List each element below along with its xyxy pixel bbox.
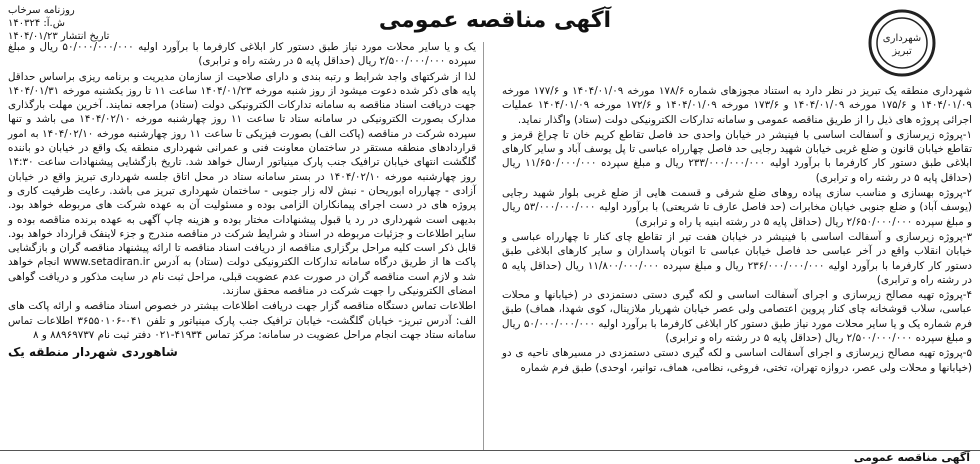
signature: شاهوردی شهردار منطقه یک: [8, 345, 178, 360]
project-3: ۳-پروژه زیرسازی و آسفالت اساسی با فینیشر در خیابان هفت تیر از تقاطع چای کنار تا چهارراه عباسی و خیابان انقلاب واقع در آخر عباسی حد فاصل خیابان عباسی تا اتوبان پاسداران و سایر کارهای ابلاغی طبق دستور کار کارفرما با برآورد اولیه ۲۳۶/۰۰۰/۰۰۰/۰۰۰ ریال و مبلغ سپرده ۱۱/۸۰۰/۰۰۰/۰۰۰ ریال (حداقل پایه ۵ در رشته راه و ترابری): [502, 230, 972, 286]
next-notice-strip: آگهی مناقصه عمومی: [0, 450, 980, 464]
notice-title: آگهی مناقصه عمومی: [378, 8, 612, 33]
project-5-continued: یک و یا سایر محلات مورد نیاز طبق دستور کار ابلاغی کارفرما با برآورد اولیه ۵۰/۰۰۰/۰۰۰/۰۰۰ ریال و مبلغ سپرده ۲/۵۰۰/۰۰۰/۰۰۰ ریال (حداقل پایه ۵ در رشته راه و ترابری): [8, 41, 477, 68]
project-1: ۱-پروژه زیرسازی و آسفالت اساسی با فینیشر در خیابان واحدی حد فاصل تقاطع کریم خان تا چراغ قرمز و تقاطع خیابان قانون و ضلع غربی خیابان شهید رجایی حد فاصل چهارراه عباسی تا پل یوسف آباد و سایر کارهای ابلاغی طبق دستور کار کارفرما با برآورد اولیه ۲۳۳/۰۰۰/۰۰۰/۰۰۰ ریال و مبلغ سپرده ۱۱/۶۵۰/۰۰۰/۰۰۰ ریال (حداقل پایه ۵ در رشته راه و ترابری): [502, 128, 972, 184]
column-divider: [483, 42, 484, 452]
project-2: ۲-پروژه بهسازی و مناسب سازی پیاده روهای ضلع شرقی و قسمت هایی از ضلع غربی بلوار شهید رجایی (یوسف آباد) و ضلع جنوبی خیابان مخابرات (حد فاصل عارف تا شریعتی) با برآورد اولیه ۵۳/۰۰۰/۰۰۰/۰۰۰ ریال و مبلغ سپرده ۲/۶۵۰/۰۰۰/۰۰۰ ریال (حداقل پایه ۵ در رشته ابنیه یا راه و ترابری): [502, 187, 973, 228]
svg-text:تبریز: تبریز: [892, 46, 912, 57]
tabriz-municipality-logo: [867, 8, 937, 78]
masthead: [832, 4, 972, 84]
left-column: [8, 40, 476, 360]
tender-conditions: لذا از شرکتهای واجد شرایط و رتبه بندی و دارای صلاحیت از سازمان مدیریت و برنامه ریزی براساس حداقل پایه های ذکر شده دعوت میشود از روز شنبه مورخه ۱۴۰۴/۰۱/۲۳ ساعت ۱۱ تا روز یکشنبه مورخه ۱۴۰۴/۰۱/۳۱ جهت دریافت اسناد مناقصه به سامانه تدارکات الکترونیکی دولت (ستاد) مراجعه نمایند. آخرین مهلت بارگذاری مدارک بصورت الکترونیکی در سامانه ستاد تا ساعت ۱۱ روز چهارشنبه مورخه ۱۴۰۴/۰۲/۱۰ می باشد و تنها سپرده شرکت در مناقصه (پاکت الف) بصورت فیزیکی تا ساعت ۱۱ روز چهارشنبه مورخه ۱۴۰۴/۰۲/۱۰ به امور قراردادهای منطقه مستقر در ساختمان معاونت فنی و عمرانی شهرداری منطقه یک واقع در خیابان دو باننده گلگشت انتهای خیابان ترافیک جنب پارک مینیاتور ارسال خواهد شد. تاریخ بازگشایی پیشنهادات ساعت ۱۴:۳۰ روز چهارشنبه مورخه ۱۴۰۴/۰۲/۱۰ در بستر سامانه ستاد در محل اتاق جلسه شهرداری تبریز واقع در خیابان آزادی - چهارراه ابوریحان - نبش لاله زار جنوبی - ساختمان شهرداری تبریز می باشد. رعایت ظرفیت کاری و پروژه های در دست اجرای پیمانکاران الزامی بوده و مسئولیت آن به عهده شرکت های مربوطه خواهد بود. بدیهی است شهرداری در رد یا قبول پیشنهادات مختار بوده و هزینه چاپ آگهی به عهده برنده مناقصه بوده و سایر اطلاعات و جزئیات مربوطه در اسناد و شرایط شرکت در مناقصه مندرج و جزء لاینفک قرارداد خواهد بود. قابل ذکر است کلیه مراحل برگزاری مناقصه از دریافت اسناد مناقصه تا ارائه پیشنهاد مناقصه گران و بازگشایی پاکت ها از طریق درگاه سامانه تدارکات الکترونیکی دولت (ستاد) به آدرس www.setadiran.ir انجام خواهد شد و لازم است مناقصه گران در صورت عدم عضویت قبلی، مراحل ثبت نام در سایت مذکور و دریافت گواهی امضای الکترونیکی را جهت شرکت در مناقصه محقق سازند.: [8, 70, 477, 298]
newspaper-info: [8, 4, 138, 43]
newspaper-date: تاریخ انتشار ۱۴۰۴/۰۱/۲۳: [8, 31, 110, 42]
project-5: ۵-پروژه تهیه مصالح زیرسازی و اجرای آسفالت اساسی و لکه گیری دستی دستمزدی در مسیرهای ناحیه ی دو (خیابانها و محلات ولی عصر، دروازه تهران، تختی، فروغی، نظامی، هماف، توانیر، اوحدی) طبق فرم شماره: [502, 347, 972, 374]
svg-text:شهرداری: شهرداری: [882, 33, 922, 44]
newspaper-name: روزنامه سرخاب: [8, 5, 75, 16]
project-4: ۴-پروژه تهیه مصالح زیرسازی و اجرای آسفالت اساسی و لکه گیری دستی دستمزدی در (خیابانها و محلات عباسی، سلاب قوشخانه چای کنار پروین اعتصامی ولی عصر خیابان شهریار ملازینال، کوی شهدا، هماف) طبق فرم شماره یک و یا سایر محلات مورد نیاز طبق دستور کار ابلاغی کارفرما با برآورد اولیه ۵۰/۰۰۰/۰۰۰/۰۰۰ ریال و مبلغ سپرده ۲/۵۰۰/۰۰۰/۰۰۰ ریال (حداقل پایه ۵ در رشته راه و ترابری): [502, 289, 972, 345]
newspaper-issue: ش.آ: ۱۴۰۳۲۴: [8, 18, 65, 29]
right-column: [502, 84, 972, 376]
contact-info: اطلاعات تماس دستگاه مناقصه گزار جهت دریافت اطلاعات بیشتر در خصوص اسناد مناقصه و ارائه پاکت های الف: آدرس تبریز- خیابان گلگشت- خیابان ترافیک جنب پارک مینیاتور و تلفن ۰۴۱-۳۶۵۵۰۱۰۶ اطلاعات تماس سامانه ستاد جهت انجام مراحل عضویت در سامانه: مرکز تماس ۴۱۹۳۴-۰۲۱ دفتر ثبت نام ۸۸۹۶۹۷۳۷ و ۸: [8, 300, 476, 341]
intro-paragraph: شهرداری منطقه یک تبریز در نظر دارد به استناد مجوزهای شماره ۱۷۸/۶ مورخه ۱۴۰۴/۰۱/۰۹ و ۱۷۷/۶ مورخه ۱۴۰۴/۰۱/۰۹ و ۱۷۵/۶ مورخه ۱۴۰۴/۰۱/۰۹ و ۱۷۳/۶ مورخه ۱۴۰۴/۰۱/۰۹ و ۱۷۲/۶ مورخه ۱۴۰۴/۰۱/۰۹ عملیات اجرائی پروژه های ذیل را از طریق مناقصه عمومی و سامانه تدارکات الکترونیکی دولت (ستاد) واگذار نماید.: [502, 85, 972, 126]
